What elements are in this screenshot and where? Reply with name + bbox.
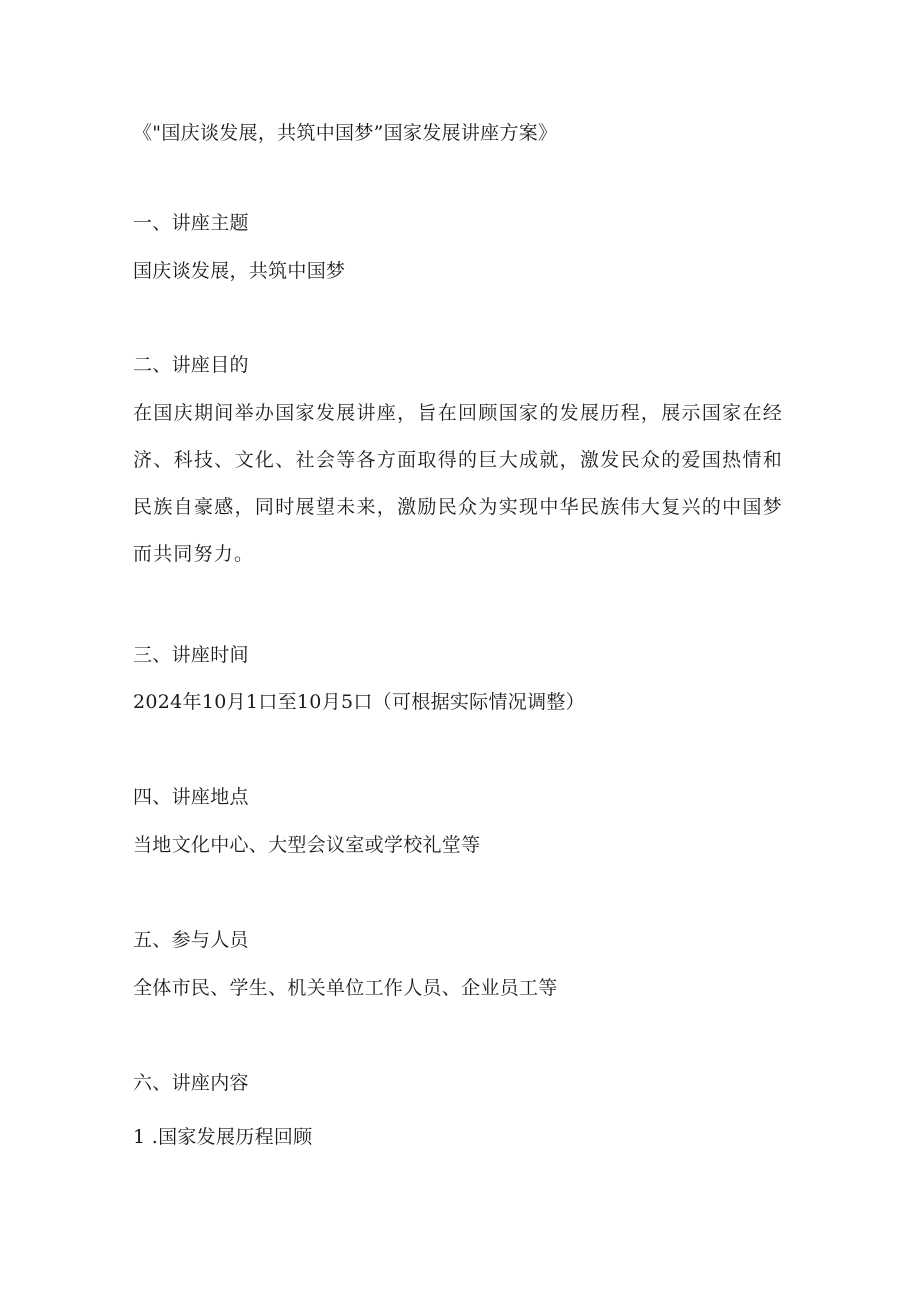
document-title: 《"国庆谈发展，共筑中国梦”国家发展讲座方案》	[133, 122, 558, 144]
section-body-time: 2024年10月1口至10月5口（可根据实际情况调整）	[133, 691, 585, 713]
section-body-content-item: 1 .国家发展历程回顾	[133, 1126, 313, 1148]
section-body-participants: 全体市民、学生、机关单位工作人员、企业员工等	[133, 977, 558, 999]
section-body-theme: 国庆谈发展，共筑中国梦	[133, 260, 346, 282]
section-heading-participants: 五、参与人员	[133, 929, 249, 951]
section-body-location: 当地文化中心、大型会议室或学校礼堂等	[133, 834, 481, 856]
section-heading-location: 四、讲座地点	[133, 786, 249, 808]
section-heading-theme: 一、讲座主题	[133, 212, 249, 234]
section-heading-time: 三、讲座时间	[133, 644, 249, 666]
section-heading-purpose: 二、讲座目的	[133, 354, 249, 376]
section-heading-content: 六、讲座内容	[133, 1072, 249, 1094]
section-body-purpose: 在国庆期间举办国家发展讲座，旨在回顾国家的发展历程，展示国家在经济、科技、文化、社会等各方面取得的巨大成就，激发民众的爱国热情和民族自豪感，同时展望未来，激励民众为实现中华民族伟大复兴的中国梦而共同努力。	[133, 402, 783, 565]
